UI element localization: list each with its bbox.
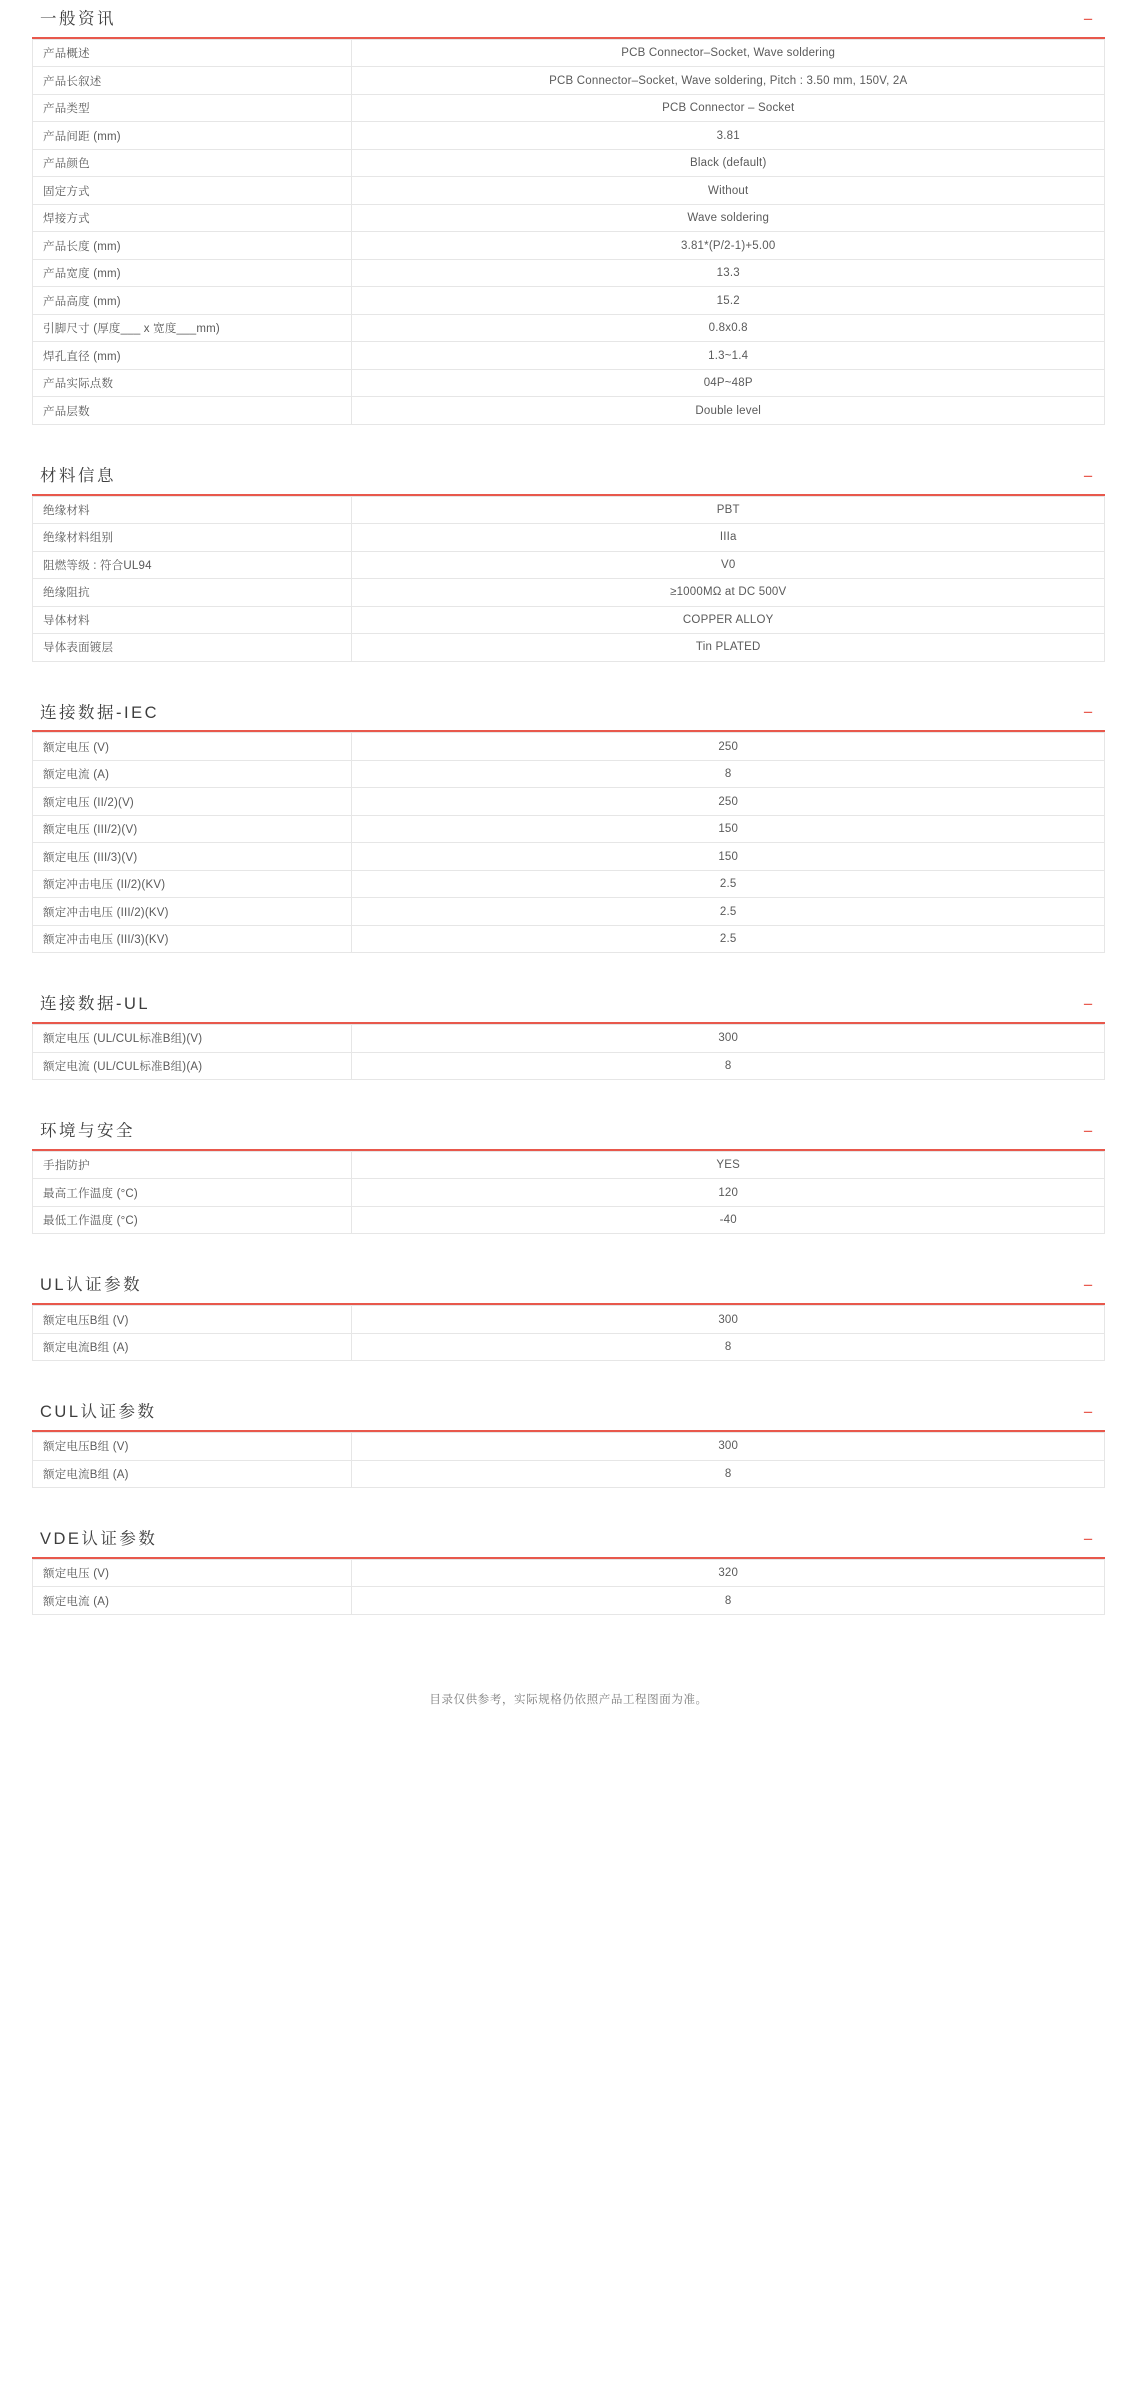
spec-value: 8 xyxy=(352,1460,1105,1488)
spec-label: 额定电流 (A) xyxy=(33,760,352,788)
section-header-connection-data-ul xyxy=(32,995,1105,1024)
section-title: VDE认证参数 xyxy=(40,1530,158,1549)
spec-value: 300 xyxy=(352,1306,1105,1334)
section-title: 一般资讯 xyxy=(40,10,116,28)
spec-value: 320 xyxy=(352,1559,1105,1587)
spec-value: PCB Connector–Socket, Wave soldering, Pitch : 3.50 mm, 150V, 2A xyxy=(352,67,1105,95)
spec-label: 产品高度 (mm) xyxy=(33,287,352,315)
spec-label: 固定方式 xyxy=(33,177,352,205)
sections-container xyxy=(32,10,1105,1657)
spec-value: PBT xyxy=(352,496,1105,524)
table-row xyxy=(33,898,1105,926)
section-header-connection-data-iec xyxy=(32,704,1105,733)
section-ul-certification-parameters xyxy=(32,1276,1105,1361)
collapse-minus-icon[interactable]: − xyxy=(1083,703,1093,723)
spec-value: 8 xyxy=(352,1333,1105,1361)
spec-value: 250 xyxy=(352,733,1105,761)
table-row xyxy=(33,1025,1105,1053)
spec-label: 产品概述 xyxy=(33,39,352,67)
section-spacer xyxy=(32,447,1105,467)
table-row xyxy=(33,606,1105,634)
spec-label: 产品间距 (mm) xyxy=(33,122,352,150)
spec-value: 300 xyxy=(352,1433,1105,1461)
spec-value: -40 xyxy=(352,1206,1105,1234)
section-vde-certification-parameters xyxy=(32,1530,1105,1615)
table-row xyxy=(33,815,1105,843)
spec-label: 额定电压 (V) xyxy=(33,1559,352,1587)
table-row xyxy=(33,342,1105,370)
spec-value: 04P~48P xyxy=(352,369,1105,397)
spec-label: 产品颜色 xyxy=(33,149,352,177)
spec-value: PCB Connector – Socket xyxy=(352,94,1105,122)
collapse-minus-icon[interactable]: − xyxy=(1083,466,1093,486)
spec-value: IIIa xyxy=(352,524,1105,552)
spec-value: 8 xyxy=(352,760,1105,788)
table-row xyxy=(33,149,1105,177)
table-row xyxy=(33,1333,1105,1361)
table-row xyxy=(33,496,1105,524)
spec-label: 额定电压 (V) xyxy=(33,733,352,761)
spec-label: 绝缘材料 xyxy=(33,496,352,524)
spec-label: 产品层数 xyxy=(33,397,352,425)
spec-value: Without xyxy=(352,177,1105,205)
section-title: 连接数据-UL xyxy=(40,995,151,1014)
table-row xyxy=(33,232,1105,260)
table-row xyxy=(33,1559,1105,1587)
spec-label: 产品长度 (mm) xyxy=(33,232,352,260)
spec-label: 产品类型 xyxy=(33,94,352,122)
spec-value: COPPER ALLOY xyxy=(352,606,1105,634)
section-header-material-information xyxy=(32,467,1105,496)
table-row xyxy=(33,733,1105,761)
spec-label: 额定冲击电压 (III/2)(KV) xyxy=(33,898,352,926)
table-row xyxy=(33,122,1105,150)
section-spacer xyxy=(32,1383,1105,1403)
section-title: UL认证参数 xyxy=(40,1276,143,1295)
spec-value: Black (default) xyxy=(352,149,1105,177)
section-general-information xyxy=(32,10,1105,425)
spec-label: 产品长叙述 xyxy=(33,67,352,95)
spec-label: 绝缘阻抗 xyxy=(33,579,352,607)
table-row xyxy=(33,259,1105,287)
collapse-minus-icon[interactable]: − xyxy=(1083,1403,1093,1423)
table-row xyxy=(33,1306,1105,1334)
table-row xyxy=(33,1587,1105,1615)
table-row xyxy=(33,870,1105,898)
spec-label: 额定冲击电压 (II/2)(KV) xyxy=(33,870,352,898)
table-row xyxy=(33,1179,1105,1207)
section-title: CUL认证参数 xyxy=(40,1403,157,1422)
table-row xyxy=(33,314,1105,342)
spec-label: 产品宽度 (mm) xyxy=(33,259,352,287)
spec-label: 额定电压B组 (V) xyxy=(33,1306,352,1334)
section-connection-data-iec xyxy=(32,704,1105,954)
section-title: 连接数据-IEC xyxy=(40,703,159,722)
section-cul-certification-parameters xyxy=(32,1403,1105,1488)
spec-value: YES xyxy=(352,1151,1105,1179)
spec-value: ≥1000MΩ at DC 500V xyxy=(352,579,1105,607)
section-spacer xyxy=(32,1102,1105,1122)
section-spacer xyxy=(32,684,1105,704)
spec-value: Tin PLATED xyxy=(352,634,1105,662)
spec-label: 绝缘材料组别 xyxy=(33,524,352,552)
spec-value: PCB Connector–Socket, Wave soldering xyxy=(352,39,1105,67)
section-title: 材料信息 xyxy=(40,466,116,485)
spec-label: 焊孔直径 (mm) xyxy=(33,342,352,370)
spec-value: 150 xyxy=(352,843,1105,871)
spec-value: 300 xyxy=(352,1025,1105,1053)
table-row xyxy=(33,760,1105,788)
spec-label: 额定冲击电压 (III/3)(KV) xyxy=(33,925,352,953)
spec-label: 手指防护 xyxy=(33,1151,352,1179)
spec-value: 15.2 xyxy=(352,287,1105,315)
spec-label: 额定电压 (II/2)(V) xyxy=(33,788,352,816)
table-row xyxy=(33,1151,1105,1179)
spec-label: 额定电流 (A) xyxy=(33,1587,352,1615)
spec-label: 导体表面镀层 xyxy=(33,634,352,662)
table-row xyxy=(33,369,1105,397)
spec-label: 阻燃等级 : 符合UL94 xyxy=(33,551,352,579)
spec-label: 最低工作温度 (°C) xyxy=(33,1206,352,1234)
spec-value: 2.5 xyxy=(352,925,1105,953)
section-spacer xyxy=(32,975,1105,995)
spec-label: 额定电流B组 (A) xyxy=(33,1333,352,1361)
table-row xyxy=(33,579,1105,607)
footer-note: 目录仅供参考，实际规格仍依照产品工程图面为准。 xyxy=(429,1693,708,1706)
spec-table xyxy=(32,1305,1105,1361)
table-row xyxy=(33,925,1105,953)
table-row xyxy=(33,788,1105,816)
section-connection-data-ul xyxy=(32,995,1105,1080)
spec-label: 额定电压 (III/3)(V) xyxy=(33,843,352,871)
spec-value: 150 xyxy=(352,815,1105,843)
section-header-vde-certification-parameters xyxy=(32,1530,1105,1559)
table-row xyxy=(33,94,1105,122)
spec-value: 120 xyxy=(352,1179,1105,1207)
spec-label: 最高工作温度 (°C) xyxy=(33,1179,352,1207)
table-row xyxy=(33,551,1105,579)
spec-table xyxy=(32,1559,1105,1615)
table-row xyxy=(33,1460,1105,1488)
section-spacer xyxy=(32,1510,1105,1530)
table-row xyxy=(33,39,1105,67)
table-row xyxy=(33,397,1105,425)
spec-table xyxy=(32,39,1105,425)
spec-value: 1.3~1.4 xyxy=(352,342,1105,370)
spec-value: 8 xyxy=(352,1587,1105,1615)
spec-label: 额定电压B组 (V) xyxy=(33,1433,352,1461)
table-row xyxy=(33,843,1105,871)
spec-value: 3.81 xyxy=(352,122,1105,150)
spec-label: 额定电流 (UL/CUL标准B组)(A) xyxy=(33,1052,352,1080)
section-spacer xyxy=(32,1637,1105,1657)
collapse-minus-icon[interactable]: − xyxy=(1083,1121,1093,1141)
spec-label: 额定电压 (III/2)(V) xyxy=(33,815,352,843)
spec-value: 3.81*(P/2-1)+5.00 xyxy=(352,232,1105,260)
spec-value: 250 xyxy=(352,788,1105,816)
spec-table xyxy=(32,1432,1105,1488)
spec-label: 额定电流B组 (A) xyxy=(33,1460,352,1488)
table-row xyxy=(33,204,1105,232)
table-row xyxy=(33,67,1105,95)
spec-value: 2.5 xyxy=(352,898,1105,926)
spec-value: V0 xyxy=(352,551,1105,579)
section-header-cul-certification-parameters xyxy=(32,1403,1105,1432)
section-spacer xyxy=(32,1256,1105,1276)
spec-table xyxy=(32,1024,1105,1080)
collapse-minus-icon[interactable]: − xyxy=(1083,1276,1093,1296)
spec-value: 13.3 xyxy=(352,259,1105,287)
spec-value: 8 xyxy=(352,1052,1105,1080)
spec-table xyxy=(32,1151,1105,1235)
table-row xyxy=(33,1433,1105,1461)
section-header-ul-certification-parameters xyxy=(32,1276,1105,1305)
spec-value: 2.5 xyxy=(352,870,1105,898)
spec-label: 导体材料 xyxy=(33,606,352,634)
table-row xyxy=(33,1052,1105,1080)
table-row xyxy=(33,177,1105,205)
table-row xyxy=(33,1206,1105,1234)
section-environment-and-safety xyxy=(32,1122,1105,1234)
spec-value: Double level xyxy=(352,397,1105,425)
spec-label: 产品实际点数 xyxy=(33,369,352,397)
spec-table xyxy=(32,732,1105,953)
spec-table xyxy=(32,496,1105,662)
section-title: 环境与安全 xyxy=(40,1122,135,1141)
spec-value: 0.8x0.8 xyxy=(352,314,1105,342)
section-header-environment-and-safety xyxy=(32,1122,1105,1151)
table-row xyxy=(33,287,1105,315)
collapse-minus-icon[interactable]: − xyxy=(1083,1529,1093,1549)
table-row xyxy=(33,634,1105,662)
spec-value: Wave soldering xyxy=(352,204,1105,232)
collapse-minus-icon[interactable]: − xyxy=(1083,9,1093,29)
collapse-minus-icon[interactable]: − xyxy=(1083,995,1093,1015)
section-header-general-information xyxy=(32,10,1105,39)
spec-label: 额定电压 (UL/CUL标准B组)(V) xyxy=(33,1025,352,1053)
spec-label: 焊接方式 xyxy=(33,204,352,232)
table-row xyxy=(33,524,1105,552)
section-material-information xyxy=(32,467,1105,662)
spec-label: 引脚尺寸 (厚度___ x 宽度___mm) xyxy=(33,314,352,342)
